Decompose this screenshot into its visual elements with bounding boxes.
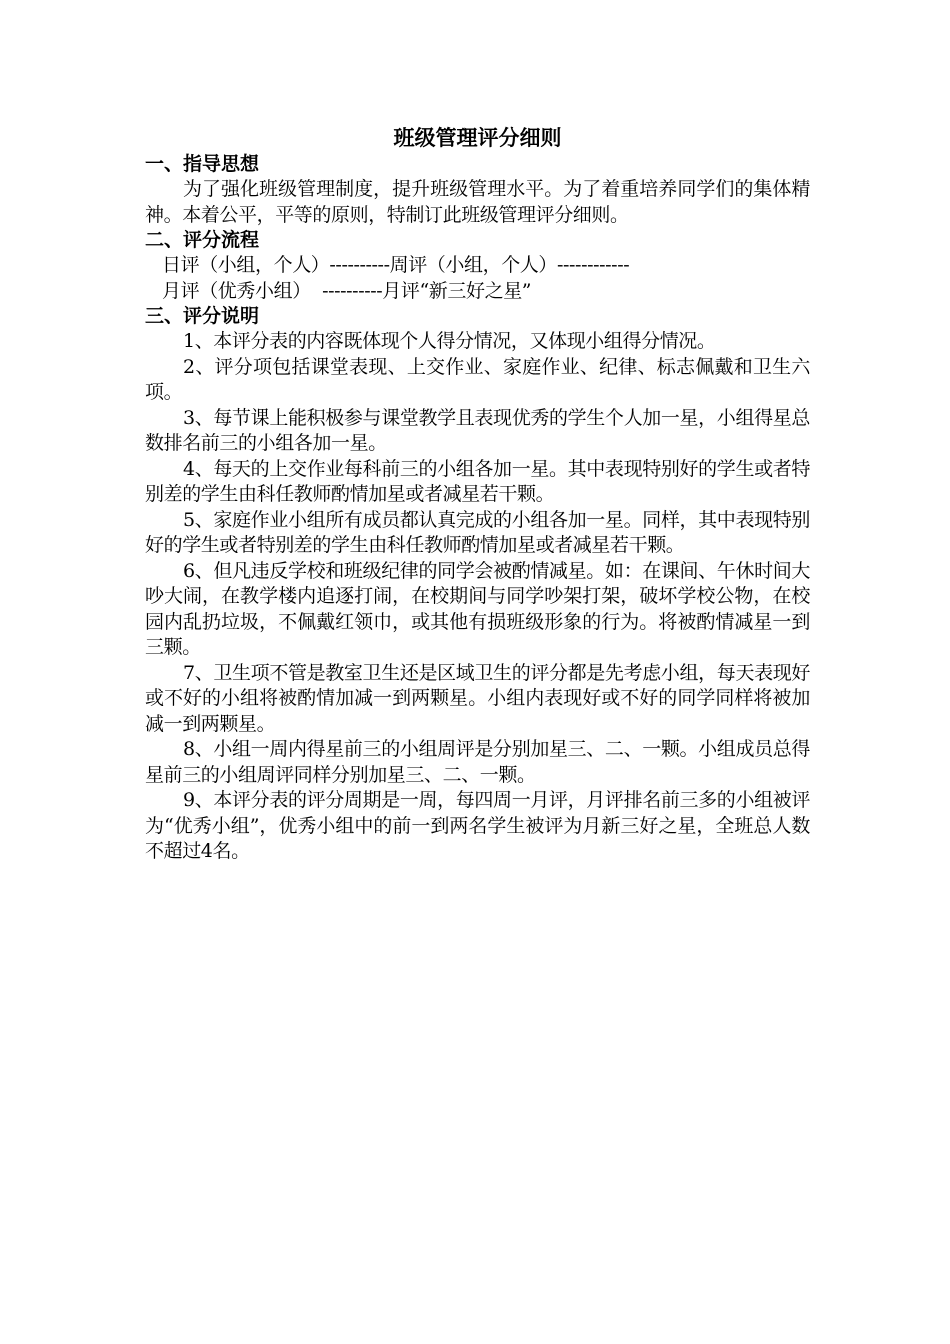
scoring-note-8: 8、小组一周内得星前三的小组周评是分别加星三、二、一颗。小组成员总得星前三的小组周评同样分别加星三、二、一颗。	[145, 738, 810, 786]
section-heading-guiding-idea: 一、指导思想	[145, 153, 260, 175]
scoring-process-line-2: 月评（优秀小组） ----------月评“新三好之星”	[162, 279, 532, 302]
scoring-note-1: 1、本评分表的内容既体现个人得分情况，又体现小组得分情况。	[183, 330, 716, 352]
scoring-note-7: 7、卫生项不管是教室卫生还是区域卫生的评分都是先考虑小组，每天表现好或不好的小组将被酌情加减一到两颗星。小组内表现好或不好的同学同样将被加减一到两颗星。	[145, 661, 810, 735]
scoring-note-9: 9、本评分表的评分周期是一周，每四周一月评，月评排名前三多的小组被评为“优秀小组”，优秀小组中的前一到两名学生被评为月新三好之星，全班总人数不超过4名。	[145, 789, 810, 862]
scoring-note-4: 4、每天的上交作业每科前三的小组各加一星。其中表现特别好的学生或者特别差的学生由科任教师酌情加星或者减星若干颗。	[145, 457, 810, 505]
scoring-process-line-1: 日评（小组，个人）----------周评（小组，个人）------------	[162, 254, 630, 276]
guiding-idea-paragraph: 为了强化班级管理制度，提升班级管理水平。为了着重培养同学们的集体精神。本着公平，平等的原则，特制订此班级管理评分细则。	[145, 178, 810, 226]
scoring-note-5: 5、家庭作业小组所有成员都认真完成的小组各加一星。同样，其中表现特别好的学生或者特别差的学生由科任教师酌情加星或者减星若干颗。	[145, 508, 810, 556]
scoring-note-3: 3、每节课上能积极参与课堂教学且表现优秀的学生个人加一星，小组得星总数排名前三的小组各加一星。	[145, 406, 810, 454]
section-heading-scoring-process: 二、评分流程	[145, 229, 260, 251]
scoring-note-6: 6、但凡违反学校和班级纪律的同学会被酌情减星。如：在课间、午休时间大吵大闹，在教学楼内追逐打闹，在校期间与同学吵架打架，破坏学校公物，在校园内乱扔垃圾，不佩戴红领巾，或其他有损班级形象的行为。将被酌情减星一到三颗。	[145, 559, 810, 658]
scoring-note-2: 2、评分项包括课堂表现、上交作业、家庭作业、纪律、标志佩戴和卫生六项。	[145, 355, 810, 403]
section-heading-scoring-notes: 三、评分说明	[145, 305, 260, 327]
document-title: 班级管理评分细则	[393, 126, 562, 150]
document-page	[145, 124, 810, 865]
